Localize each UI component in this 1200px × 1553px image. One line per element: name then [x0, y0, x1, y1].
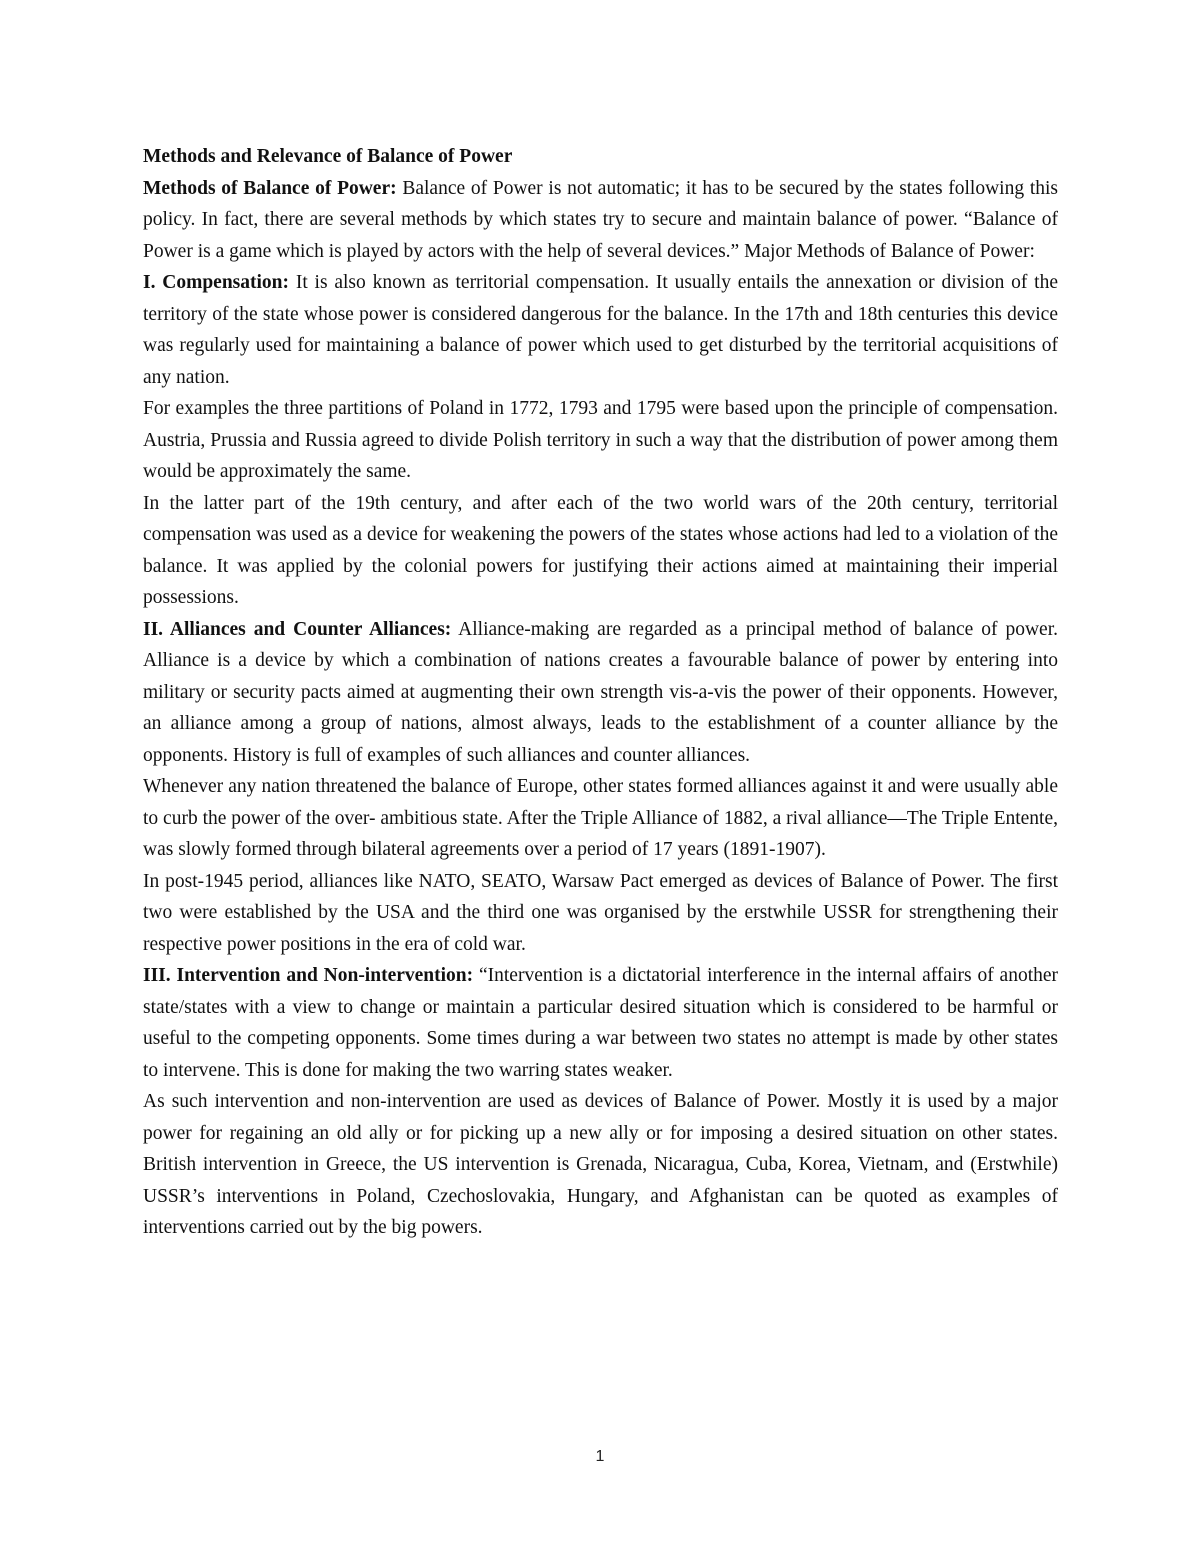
paragraph-text: Balance of Power is not automatic; it has to be secured by the states following this policy. In fact, there are several methods by which states try to secure and maintain balance of power. “Balance of Power is a game which is played by actors with the help of several devices.” Major Methods of Balance of Power: — [143, 177, 1058, 262]
paragraph-text: It is also known as territorial compensation. It usually entails the annexation or division of the territory of the state whose power is considered dangerous for the balance. In the 17th and 18th centuries this device was regularly used for maintaining a balance of power which used to get disturbed by the territorial acquisitions of any nation. — [143, 272, 1058, 388]
paragraph-poland-example — [143, 393, 1058, 488]
paragraph-text: Whenever any nation threatened the balance of Europe, other states formed alliances against it and were usually able to curb the power of the over- ambitious state. After the Triple Alliance of 1882, a rival alliance—The Triple Entente, was slowly formed through bilateral agreements over a period of 17 years (1891-1907). — [143, 776, 1058, 860]
paragraph-europe — [143, 771, 1058, 866]
paragraph-compensation — [143, 267, 1058, 393]
paragraph-19th-century — [143, 488, 1058, 614]
section-heading-compensation: I. Compensation: — [143, 272, 290, 293]
paragraph-methods-intro — [143, 173, 1058, 268]
page-content — [143, 141, 1058, 1244]
paragraph-text: As such intervention and non-intervention are used as devices of Balance of Power. Mostly it is used by a major power for regaining an old ally or for picking up a new ally or for imposing a desired situation on other states. British intervention in Greece, the US intervention is Grenada, Nicaragua, Cuba, Korea, Vietnam, and (Erstwhile) USSR’s interventions in Poland, Czechoslovakia, Hungary, and Afghanistan can be quoted as examples of interventions carried out by the big powers. — [143, 1091, 1058, 1238]
paragraph-alliances — [143, 614, 1058, 772]
paragraph-text: For examples the three partitions of Poland in 1772, 1793 and 1795 were based upon the principle of compensation. Austria, Prussia and Russia agreed to divide Polish territory in such a way that the distribution of power among them would be approximately the same. — [143, 398, 1058, 482]
section-heading-alliances: II. Alliances and Counter Alliances: — [143, 618, 452, 640]
page-number: 1 — [595, 1448, 605, 1465]
paragraph-text: In post-1945 period, alliances like NATO, SEATO, Warsaw Pact emerged as devices of Balance of Power. The first two were established by the USA and the third one was organised by the erstwhile USSR for strengthening their respective power positions in the era of cold war. — [143, 870, 1058, 955]
section-heading-intervention: III. Intervention and Non-intervention: — [143, 965, 474, 986]
paragraph-intervention — [143, 960, 1058, 1086]
paragraph-post-1945 — [143, 866, 1058, 961]
section-heading-methods: Methods of Balance of Power: — [143, 177, 397, 199]
paragraph-text: Alliance-making are regarded as a principal method of balance of power. Alliance is a device by which a combination of nations creates a favourable balance of power by entering into military or security pacts aimed at augmenting their own strength vis-a-vis the power of their opponents. However, an alliance among a group of nations, almost always, leads to the establishment of a counter alliance by the opponents. History is full of examples of such alliances and counter alliances. — [143, 618, 1059, 766]
page-title: Methods and Relevance of Balance of Power — [143, 146, 513, 167]
paragraph-text: “Intervention is a dictatorial interference in the internal affairs of another state/states with a view to change or maintain a particular desired situation which is considered to be harmful or useful to the competing opponents. Some times during a war between two states no attempt is made by other states to intervene. This is done for making the two warring states weaker. — [143, 965, 1059, 1081]
paragraph-text: In the latter part of the 19th century, and after each of the two world wars of the 20th century, territorial compensation was used as a device for weakening the powers of the states whose actions had led to a violation of the balance. It was applied by the colonial powers for justifying their actions aimed at maintaining their imperial possessions. — [143, 492, 1058, 608]
paragraph-intervention-examples — [143, 1086, 1058, 1244]
